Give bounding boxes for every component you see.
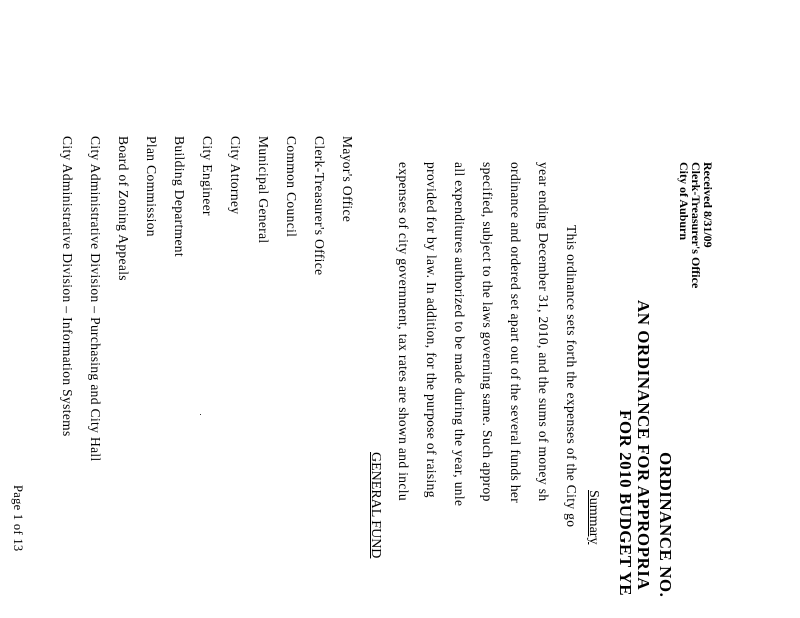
department-item: City Administrative Division – Information Systems [60,136,75,437]
department-item: Building Department [172,136,187,258]
department-item: City Attorney [228,136,243,215]
general-fund-heading: GENERAL FUND [368,452,383,559]
summary-heading: Summary [586,490,601,545]
ordinance-title-line: FOR 2010 BUDGET YE [616,410,635,597]
received-office: Clerk-Treasurer's Office [689,162,703,289]
department-item: Mayor's Office [340,136,355,223]
summary-line: provided for by law. In addition, for the purpose of raising [424,162,439,498]
ordinance-title-line: AN ORDINANCE FOR APPROPRIA [634,300,653,591]
summary-line: specified, subject to the laws governing same. Such approp [480,162,495,502]
summary-line: year ending December 31, 2010, and the sums of money sh [536,162,551,502]
department-item: Municipal General [256,136,271,244]
department-item: Plan Commission [144,136,159,237]
summary-line: ordinance and ordered set apart out of the several funds her [508,162,523,504]
received-date: Received 8/31/09 [701,162,715,248]
department-item: City Administrative Division – Purchasing and City Hall [88,136,103,462]
department-item: Clerk-Treasurer's Office [312,136,327,276]
department-item: City Engineer [200,136,215,216]
summary-line: expenses of city government, tax rates are shown and inclu [396,162,411,501]
ordinance-number-heading: ORDINANCE NO. [656,452,675,598]
page-number: Page 1 of 13 [11,485,25,552]
received-city: City of Auburn [677,162,691,241]
summary-line: This ordinance sets forth the expenses of the City go [564,225,579,528]
scan-speck [200,414,201,415]
department-item: Common Council [284,136,299,238]
summary-line: all expenditures authorized to be made during the year, unle [452,162,467,507]
department-item: Board of Zoning Appeals [116,136,131,281]
